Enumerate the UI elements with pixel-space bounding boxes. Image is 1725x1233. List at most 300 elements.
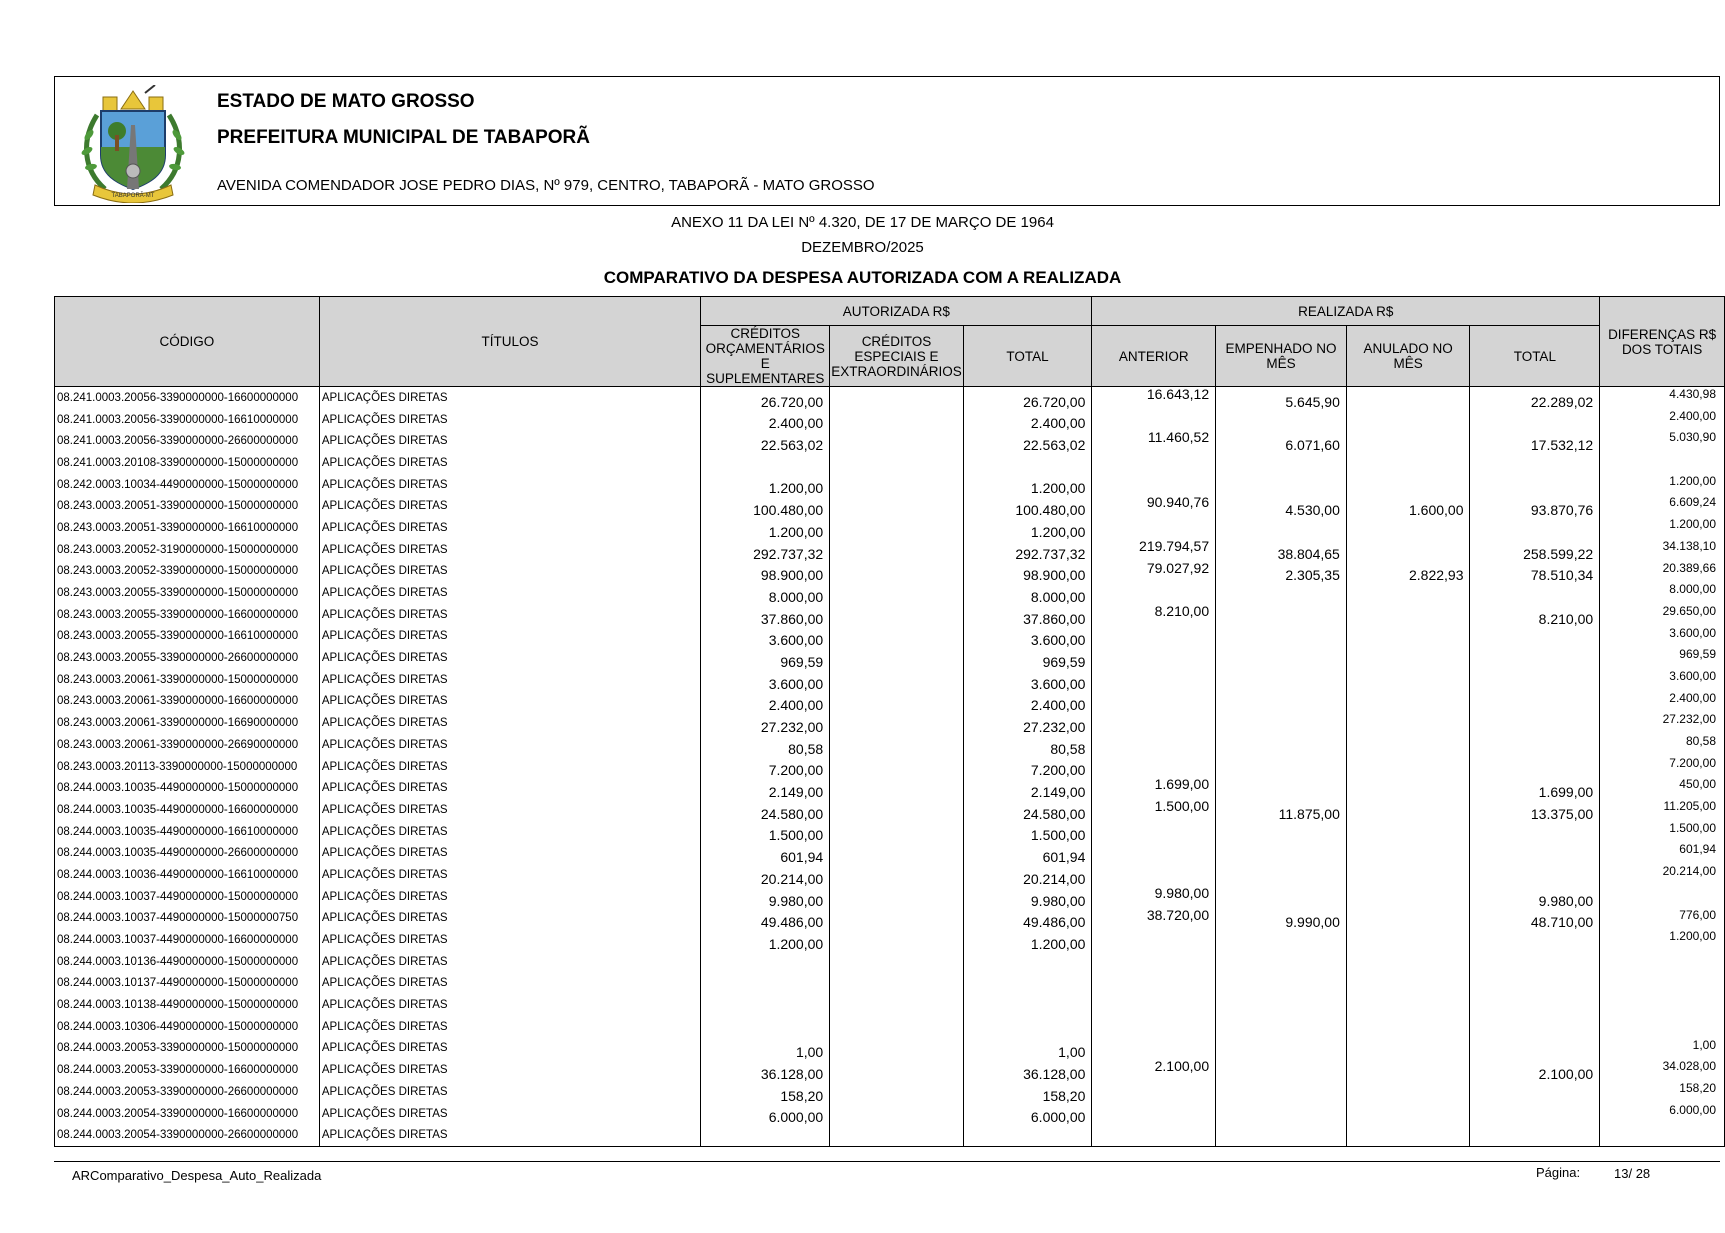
row-creditos-especiais	[830, 517, 964, 539]
row-title: APLICAÇÕES DIRETAS	[319, 604, 700, 626]
row-title: APLICAÇÕES DIRETAS	[319, 669, 700, 691]
row-code: 08.244.0003.10137-4490000000-15000000000	[55, 973, 320, 995]
table-row	[55, 886, 1725, 908]
row-creditos-especiais	[830, 539, 964, 561]
row-anterior	[1092, 691, 1216, 713]
row-total-autorizada: 22.563,02	[963, 430, 1092, 452]
row-title: APLICAÇÕES DIRETAS	[319, 1059, 700, 1081]
table-row	[55, 626, 1725, 648]
row-creditos-orcamentarios: 2.149,00	[701, 777, 830, 799]
row-anulado	[1346, 1016, 1470, 1038]
header-creditos-orcamentarios: CRÉDITOS ORÇAMENTÁRIOS E SUPLEMENTARES	[701, 326, 830, 387]
prefecture-address: AVENIDA COMENDADOR JOSE PEDRO DIAS, Nº 979, CENTRO, TABAPORÃ - MATO GROSSO	[217, 177, 875, 194]
row-total-autorizada	[963, 973, 1092, 995]
row-code: 08.243.0003.20061-3390000000-16690000000	[55, 712, 320, 734]
row-anulado: 1.600,00	[1346, 495, 1470, 517]
row-creditos-especiais	[830, 604, 964, 626]
row-total-realizada	[1470, 626, 1600, 648]
row-total-realizada	[1470, 474, 1600, 496]
row-title: APLICAÇÕES DIRETAS	[319, 1016, 700, 1038]
row-creditos-especiais	[830, 734, 964, 756]
row-creditos-orcamentarios: 1,00	[701, 1038, 830, 1060]
row-creditos-orcamentarios: 98.900,00	[701, 561, 830, 583]
svg-text:TABAPORÃ-MT: TABAPORÃ-MT	[111, 193, 155, 199]
header-anulado-no-mes: ANULADO NO MÊS	[1346, 326, 1470, 387]
row-creditos-orcamentarios: 36.128,00	[701, 1059, 830, 1081]
row-total-realizada	[1470, 864, 1600, 886]
row-total-realizada	[1470, 929, 1600, 951]
row-total-realizada: 9.980,00	[1470, 886, 1600, 908]
row-anterior	[1092, 929, 1216, 951]
row-anterior: 8.210,00	[1092, 604, 1216, 626]
row-empenhado	[1216, 691, 1347, 713]
row-total-autorizada: 80,58	[963, 734, 1092, 756]
row-diferenca: 5.030,90	[1600, 430, 1725, 452]
row-empenhado	[1216, 474, 1347, 496]
row-total-realizada: 13.375,00	[1470, 799, 1600, 821]
row-total-autorizada: 1.200,00	[963, 474, 1092, 496]
table-row	[55, 539, 1725, 561]
table-row	[55, 973, 1725, 995]
row-anulado	[1346, 994, 1470, 1016]
header-box	[54, 76, 1720, 206]
table-row	[55, 452, 1725, 474]
row-diferenca: 776,00	[1600, 908, 1725, 930]
row-total-autorizada: 20.214,00	[963, 864, 1092, 886]
row-diferenca: 3.600,00	[1600, 626, 1725, 648]
row-creditos-especiais	[830, 1103, 964, 1125]
row-diferenca: 34.028,00	[1600, 1059, 1725, 1081]
row-title: APLICAÇÕES DIRETAS	[319, 1038, 700, 1060]
row-creditos-especiais	[830, 669, 964, 691]
row-total-autorizada: 98.900,00	[963, 561, 1092, 583]
row-title: APLICAÇÕES DIRETAS	[319, 430, 700, 452]
row-diferenca: 20.389,66	[1600, 561, 1725, 583]
row-total-autorizada: 24.580,00	[963, 799, 1092, 821]
row-total-autorizada: 1.500,00	[963, 821, 1092, 843]
row-creditos-especiais	[830, 1081, 964, 1103]
row-empenhado	[1216, 409, 1347, 431]
row-code: 08.243.0003.20052-3190000000-15000000000	[55, 539, 320, 561]
row-creditos-orcamentarios: 2.400,00	[701, 409, 830, 431]
row-anulado	[1346, 387, 1470, 409]
row-diferenca: 1,00	[1600, 1038, 1725, 1060]
row-creditos-especiais	[830, 1124, 964, 1147]
row-diferenca: 11.205,00	[1600, 799, 1725, 821]
row-total-autorizada: 27.232,00	[963, 712, 1092, 734]
row-diferenca: 2.400,00	[1600, 409, 1725, 431]
row-anterior	[1092, 582, 1216, 604]
row-title: APLICAÇÕES DIRETAS	[319, 734, 700, 756]
row-creditos-especiais	[830, 409, 964, 431]
row-code: 08.244.0003.10037-4490000000-15000000000	[55, 886, 320, 908]
row-total-autorizada: 2.149,00	[963, 777, 1092, 799]
row-diferenca: 8.000,00	[1600, 582, 1725, 604]
row-empenhado	[1216, 994, 1347, 1016]
table-row	[55, 994, 1725, 1016]
row-creditos-orcamentarios: 37.860,00	[701, 604, 830, 626]
row-code: 08.243.0003.20061-3390000000-15000000000	[55, 669, 320, 691]
row-anulado	[1346, 864, 1470, 886]
table-row	[55, 1016, 1725, 1038]
row-creditos-orcamentarios: 7.200,00	[701, 756, 830, 778]
row-title: APLICAÇÕES DIRETAS	[319, 973, 700, 995]
row-title: APLICAÇÕES DIRETAS	[319, 756, 700, 778]
row-title: APLICAÇÕES DIRETAS	[319, 626, 700, 648]
row-empenhado	[1216, 734, 1347, 756]
row-total-realizada	[1470, 1038, 1600, 1060]
row-code: 08.243.0003.20055-3390000000-15000000000	[55, 582, 320, 604]
table-row	[55, 561, 1725, 583]
row-diferenca	[1600, 1016, 1725, 1038]
row-code: 08.242.0003.10034-4490000000-15000000000	[55, 474, 320, 496]
row-anterior	[1092, 973, 1216, 995]
row-title: APLICAÇÕES DIRETAS	[319, 495, 700, 517]
table-row	[55, 842, 1725, 864]
row-creditos-especiais	[830, 908, 964, 930]
row-anulado	[1346, 712, 1470, 734]
page-total: 28	[1635, 1166, 1651, 1181]
row-diferenca: 969,59	[1600, 647, 1725, 669]
row-total-realizada: 48.710,00	[1470, 908, 1600, 930]
row-anterior	[1092, 821, 1216, 843]
row-empenhado	[1216, 604, 1347, 626]
row-diferenca: 4.430,98	[1600, 387, 1725, 409]
row-empenhado	[1216, 777, 1347, 799]
row-total-realizada: 78.510,34	[1470, 561, 1600, 583]
row-code: 08.243.0003.20055-3390000000-26600000000	[55, 647, 320, 669]
row-total-realizada	[1470, 756, 1600, 778]
row-anulado	[1346, 908, 1470, 930]
row-creditos-orcamentarios: 292.737,32	[701, 539, 830, 561]
row-total-autorizada: 26.720,00	[963, 387, 1092, 409]
row-total-autorizada: 8.000,00	[963, 582, 1092, 604]
row-total-autorizada: 3.600,00	[963, 626, 1092, 648]
row-total-realizada	[1470, 517, 1600, 539]
row-title: APLICAÇÕES DIRETAS	[319, 409, 700, 431]
table-row	[55, 756, 1725, 778]
row-anterior: 38.720,00	[1092, 908, 1216, 930]
row-anulado	[1346, 1124, 1470, 1147]
row-anulado	[1346, 582, 1470, 604]
table-row	[55, 517, 1725, 539]
header-autorizada: AUTORIZADA R$	[701, 297, 1092, 326]
row-anterior	[1092, 1124, 1216, 1147]
row-empenhado	[1216, 886, 1347, 908]
row-creditos-orcamentarios	[701, 951, 830, 973]
table-row	[55, 908, 1725, 930]
row-diferenca	[1600, 951, 1725, 973]
row-creditos-orcamentarios: 3.600,00	[701, 669, 830, 691]
footer-report-name: ARComparativo_Despesa_Auto_Realizada	[72, 1168, 322, 1183]
row-title: APLICAÇÕES DIRETAS	[319, 777, 700, 799]
row-code: 08.243.0003.20055-3390000000-16600000000	[55, 604, 320, 626]
row-anterior	[1092, 1081, 1216, 1103]
row-empenhado	[1216, 1038, 1347, 1060]
row-total-realizada	[1470, 1124, 1600, 1147]
row-creditos-orcamentarios: 1.500,00	[701, 821, 830, 843]
row-empenhado	[1216, 842, 1347, 864]
row-anterior: 16.643,12	[1092, 387, 1216, 409]
row-diferenca	[1600, 886, 1725, 908]
row-creditos-orcamentarios	[701, 452, 830, 474]
row-anterior: 1.500,00	[1092, 799, 1216, 821]
row-code: 08.241.0003.20056-3390000000-16610000000	[55, 409, 320, 431]
row-anulado	[1346, 669, 1470, 691]
row-anulado	[1346, 409, 1470, 431]
row-empenhado: 6.071,60	[1216, 430, 1347, 452]
row-total-autorizada: 100.480,00	[963, 495, 1092, 517]
table-row	[55, 495, 1725, 517]
header-creditos-especiais: CRÉDITOS ESPECIAIS E EXTRAORDINÁRIOS	[830, 326, 964, 387]
row-total-autorizada: 601,94	[963, 842, 1092, 864]
row-diferenca: 1.500,00	[1600, 821, 1725, 843]
row-creditos-orcamentarios: 8.000,00	[701, 582, 830, 604]
row-anulado	[1346, 886, 1470, 908]
table-row	[55, 1103, 1725, 1125]
row-anterior	[1092, 409, 1216, 431]
row-diferenca: 6.000,00	[1600, 1103, 1725, 1125]
row-title: APLICAÇÕES DIRETAS	[319, 712, 700, 734]
row-anterior	[1092, 1038, 1216, 1060]
row-title: APLICAÇÕES DIRETAS	[319, 474, 700, 496]
row-anterior	[1092, 1103, 1216, 1125]
table-row	[55, 799, 1725, 821]
row-code: 08.244.0003.10037-4490000000-16600000000	[55, 929, 320, 951]
row-anulado	[1346, 973, 1470, 995]
row-anterior: 79.027,92	[1092, 561, 1216, 583]
row-total-realizada	[1470, 452, 1600, 474]
row-empenhado	[1216, 821, 1347, 843]
table-row	[55, 409, 1725, 431]
row-diferenca: 2.400,00	[1600, 691, 1725, 713]
prefecture-name: PREFEITURA MUNICIPAL DE TABAPORÃ	[217, 127, 590, 148]
row-title: APLICAÇÕES DIRETAS	[319, 864, 700, 886]
row-anulado	[1346, 1059, 1470, 1081]
report-title: COMPARATIVO DA DESPESA AUTORIZADA COM A REALIZADA	[603, 268, 1122, 287]
row-anulado	[1346, 604, 1470, 626]
row-code: 08.243.0003.20052-3390000000-15000000000	[55, 561, 320, 583]
row-total-autorizada: 1.200,00	[963, 929, 1092, 951]
row-empenhado	[1216, 973, 1347, 995]
row-total-autorizada	[963, 994, 1092, 1016]
row-code: 08.244.0003.10035-4490000000-16610000000	[55, 821, 320, 843]
row-creditos-especiais	[830, 582, 964, 604]
row-empenhado: 5.645,90	[1216, 387, 1347, 409]
row-creditos-orcamentarios	[701, 994, 830, 1016]
row-anulado	[1346, 929, 1470, 951]
row-anulado	[1346, 517, 1470, 539]
row-creditos-especiais	[830, 756, 964, 778]
row-empenhado	[1216, 951, 1347, 973]
row-anterior	[1092, 712, 1216, 734]
row-creditos-especiais	[830, 691, 964, 713]
footer-divider	[54, 1161, 1720, 1162]
row-creditos-especiais	[830, 712, 964, 734]
row-creditos-orcamentarios: 22.563,02	[701, 430, 830, 452]
row-total-realizada	[1470, 734, 1600, 756]
row-title: APLICAÇÕES DIRETAS	[319, 387, 700, 409]
row-diferenca: 29.650,00	[1600, 604, 1725, 626]
row-anterior	[1092, 647, 1216, 669]
row-anulado	[1346, 951, 1470, 973]
row-diferenca	[1600, 1124, 1725, 1147]
row-creditos-especiais	[830, 495, 964, 517]
row-total-autorizada	[963, 951, 1092, 973]
row-total-realizada: 17.532,12	[1470, 430, 1600, 452]
row-creditos-orcamentarios: 601,94	[701, 842, 830, 864]
row-creditos-orcamentarios: 1.200,00	[701, 929, 830, 951]
header-total-realizada: TOTAL	[1470, 326, 1600, 387]
row-anterior	[1092, 951, 1216, 973]
row-anulado	[1346, 691, 1470, 713]
row-anterior: 11.460,52	[1092, 430, 1216, 452]
row-code: 08.243.0003.20061-3390000000-26690000000	[55, 734, 320, 756]
row-empenhado	[1216, 756, 1347, 778]
row-empenhado	[1216, 517, 1347, 539]
table-row	[55, 821, 1725, 843]
row-code: 08.244.0003.20054-3390000000-16600000000	[55, 1103, 320, 1125]
header-diferencas: DIFERENÇAS R$ DOS TOTAIS	[1600, 297, 1725, 387]
table-row	[55, 647, 1725, 669]
row-total-realizada	[1470, 1016, 1600, 1038]
row-total-realizada	[1470, 842, 1600, 864]
state-name: ESTADO DE MATO GROSSO	[217, 91, 475, 112]
row-code: 08.244.0003.10036-4490000000-16610000000	[55, 864, 320, 886]
footer-page-label: Página:	[1536, 1165, 1581, 1180]
row-code: 08.243.0003.20055-3390000000-16610000000	[55, 626, 320, 648]
row-empenhado: 38.804,65	[1216, 539, 1347, 561]
expense-comparison-table	[54, 296, 1725, 1147]
row-creditos-especiais	[830, 929, 964, 951]
row-code: 08.244.0003.10136-4490000000-15000000000	[55, 951, 320, 973]
row-creditos-especiais	[830, 821, 964, 843]
row-total-realizada	[1470, 669, 1600, 691]
row-code: 08.243.0003.20051-3390000000-16610000000	[55, 517, 320, 539]
row-title: APLICAÇÕES DIRETAS	[319, 561, 700, 583]
row-title: APLICAÇÕES DIRETAS	[319, 1081, 700, 1103]
row-empenhado: 9.990,00	[1216, 908, 1347, 930]
row-total-realizada	[1470, 409, 1600, 431]
row-anulado	[1346, 474, 1470, 496]
row-empenhado	[1216, 647, 1347, 669]
row-empenhado	[1216, 452, 1347, 474]
row-diferenca	[1600, 452, 1725, 474]
row-title: APLICAÇÕES DIRETAS	[319, 886, 700, 908]
row-total-realizada: 1.699,00	[1470, 777, 1600, 799]
row-creditos-orcamentarios: 49.486,00	[701, 908, 830, 930]
row-total-autorizada	[963, 1124, 1092, 1147]
row-creditos-especiais	[830, 452, 964, 474]
row-diferenca: 1.200,00	[1600, 517, 1725, 539]
row-total-realizada	[1470, 821, 1600, 843]
row-code: 08.243.0003.20113-3390000000-15000000000	[55, 756, 320, 778]
row-anulado	[1346, 842, 1470, 864]
row-creditos-orcamentarios	[701, 1124, 830, 1147]
row-total-autorizada: 49.486,00	[963, 908, 1092, 930]
row-empenhado	[1216, 669, 1347, 691]
header-realizada: REALIZADA R$	[1092, 297, 1600, 326]
row-total-autorizada: 292.737,32	[963, 539, 1092, 561]
row-creditos-orcamentarios: 158,20	[701, 1081, 830, 1103]
row-total-autorizada	[963, 1016, 1092, 1038]
row-creditos-orcamentarios: 1.200,00	[701, 474, 830, 496]
header-anterior: ANTERIOR	[1092, 326, 1216, 387]
row-anulado	[1346, 626, 1470, 648]
row-total-realizada: 22.289,02	[1470, 387, 1600, 409]
row-total-realizada	[1470, 582, 1600, 604]
row-total-realizada: 8.210,00	[1470, 604, 1600, 626]
row-creditos-orcamentarios	[701, 973, 830, 995]
legal-annex-line: ANEXO 11 DA LEI Nº 4.320, DE 17 DE MARÇO DE 1964	[671, 214, 1054, 231]
table-row	[55, 951, 1725, 973]
row-creditos-orcamentarios: 20.214,00	[701, 864, 830, 886]
row-total-autorizada: 1,00	[963, 1038, 1092, 1060]
row-code: 08.244.0003.10306-4490000000-15000000000	[55, 1016, 320, 1038]
row-code: 08.244.0003.10037-4490000000-15000000750	[55, 908, 320, 930]
row-title: APLICAÇÕES DIRETAS	[319, 582, 700, 604]
row-empenhado	[1216, 1059, 1347, 1081]
row-anulado	[1346, 1038, 1470, 1060]
municipal-coat-of-arms-icon	[77, 85, 189, 203]
row-anulado	[1346, 799, 1470, 821]
row-anterior	[1092, 842, 1216, 864]
row-empenhado: 4.530,00	[1216, 495, 1347, 517]
row-creditos-especiais	[830, 777, 964, 799]
row-title: APLICAÇÕES DIRETAS	[319, 929, 700, 951]
row-total-autorizada	[963, 452, 1092, 474]
row-title: APLICAÇÕES DIRETAS	[319, 951, 700, 973]
report-period: DEZEMBRO/2025	[801, 239, 924, 256]
row-creditos-especiais	[830, 994, 964, 1016]
row-empenhado	[1216, 712, 1347, 734]
row-creditos-orcamentarios: 80,58	[701, 734, 830, 756]
row-title: APLICAÇÕES DIRETAS	[319, 799, 700, 821]
row-anterior	[1092, 474, 1216, 496]
row-title: APLICAÇÕES DIRETAS	[319, 647, 700, 669]
row-total-autorizada: 37.860,00	[963, 604, 1092, 626]
row-diferenca: 1.200,00	[1600, 474, 1725, 496]
row-anulado	[1346, 452, 1470, 474]
row-diferenca: 158,20	[1600, 1081, 1725, 1103]
header-total-autorizada: TOTAL	[963, 326, 1092, 387]
row-anulado	[1346, 756, 1470, 778]
table-row	[55, 430, 1725, 452]
row-empenhado	[1216, 864, 1347, 886]
row-creditos-orcamentarios: 24.580,00	[701, 799, 830, 821]
row-title: APLICAÇÕES DIRETAS	[319, 691, 700, 713]
row-code: 08.244.0003.10035-4490000000-26600000000	[55, 842, 320, 864]
row-total-realizada	[1470, 994, 1600, 1016]
row-anterior: 1.699,00	[1092, 777, 1216, 799]
row-code: 08.241.0003.20108-3390000000-15000000000	[55, 452, 320, 474]
row-diferenca: 450,00	[1600, 777, 1725, 799]
row-empenhado	[1216, 626, 1347, 648]
row-diferenca: 27.232,00	[1600, 712, 1725, 734]
table-row	[55, 604, 1725, 626]
row-creditos-especiais	[830, 474, 964, 496]
row-code: 08.244.0003.10035-4490000000-16600000000	[55, 799, 320, 821]
row-creditos-orcamentarios: 26.720,00	[701, 387, 830, 409]
row-total-autorizada: 9.980,00	[963, 886, 1092, 908]
row-anulado	[1346, 777, 1470, 799]
row-empenhado	[1216, 1124, 1347, 1147]
row-code: 08.244.0003.10138-4490000000-15000000000	[55, 994, 320, 1016]
table-row	[55, 777, 1725, 799]
row-anulado: 2.822,93	[1346, 561, 1470, 583]
row-total-autorizada: 158,20	[963, 1081, 1092, 1103]
row-anterior	[1092, 756, 1216, 778]
